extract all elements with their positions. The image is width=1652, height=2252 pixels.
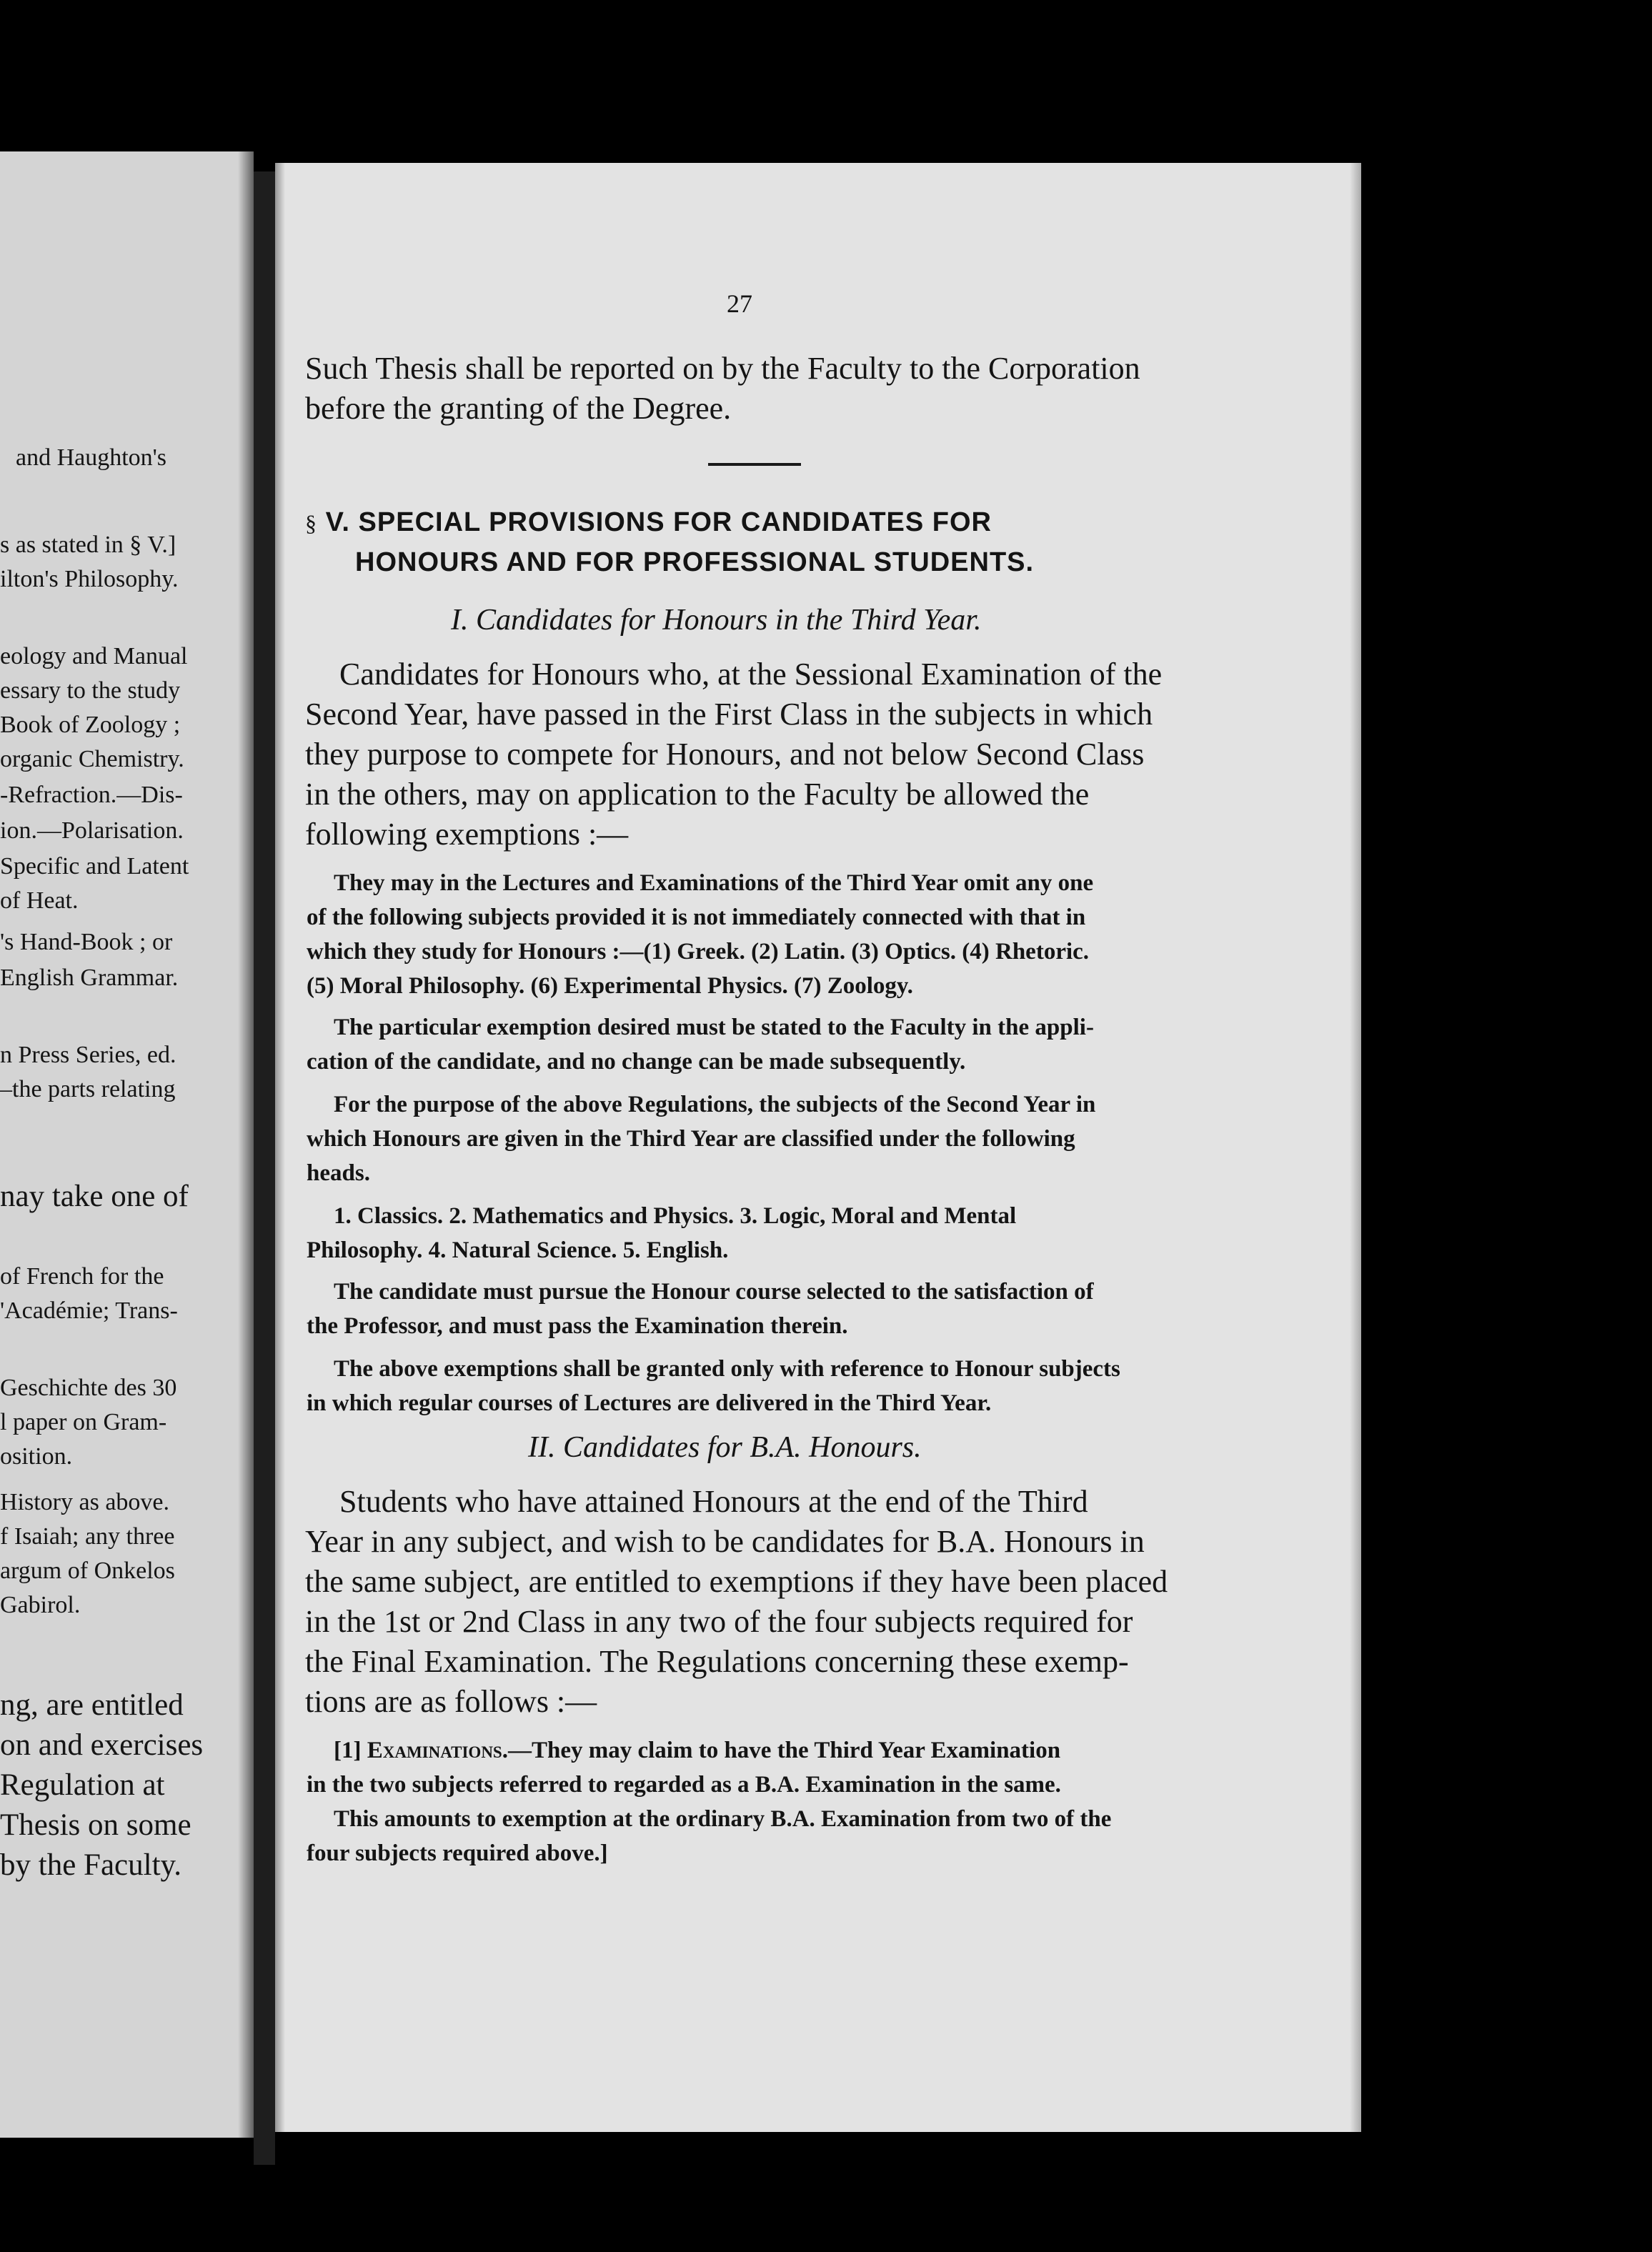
exemption-line: of the following subjects provided it is not immediately connected with that in	[307, 905, 1086, 930]
exemption-line: 1. Classics. 2. Mathematics and Physics. 3. Logic, Moral and Mental	[334, 1203, 1017, 1229]
left-line: by the Faculty.	[0, 1848, 181, 1882]
part2-para-line: the Final Examination. The Regulations concerning these exemp-	[305, 1644, 1129, 1679]
left-line: ion.—Polarisation.	[0, 817, 184, 844]
section-heading	[305, 507, 1198, 538]
part1-para-line: they purpose to compete for Honours, and not below Second Class	[305, 737, 1145, 772]
left-line: nay take one of	[0, 1180, 189, 1213]
part2-para-line: the same subject, are entitled to exemptions if they have been placed	[305, 1564, 1168, 1599]
exemption-line: The particular exemption desired must be stated to the Faculty in the appli-	[334, 1015, 1094, 1040]
intro-line: Such Thesis shall be reported on by the Faculty to the Corporation	[305, 351, 1140, 386]
exemption-line: heads.	[307, 1160, 370, 1186]
exemption-line: The above exemptions shall be granted only with reference to Honour subjects	[334, 1356, 1120, 1382]
part1-para-line: in the others, may on application to the Faculty be allowed the	[305, 777, 1090, 812]
examinations-line: This amounts to exemption at the ordinary B.A. Examination from two of the	[334, 1806, 1112, 1832]
part2-para-line: Students who have attained Honours at the end of the Third	[339, 1484, 1088, 1519]
left-line: of Heat.	[0, 887, 79, 914]
left-line: 's Hand-Book ; or	[0, 929, 173, 955]
left-facing-page	[0, 151, 254, 2138]
left-line: –the parts relating	[0, 1076, 176, 1102]
gutter-shadow	[275, 163, 285, 2132]
left-line: n Press Series, ed.	[0, 1042, 176, 1068]
exemption-line: which they study for Honours :—(1) Greek. (2) Latin. (3) Optics. (4) Rhetoric.	[307, 939, 1090, 965]
exam-label: Examinations	[367, 1738, 502, 1763]
left-line: ng, are entitled	[0, 1688, 184, 1722]
page-edge-shadow	[1350, 163, 1361, 2132]
left-line: of French for the	[0, 1263, 164, 1290]
left-line: ilton's Philosophy.	[0, 566, 179, 592]
left-line: Regulation at	[0, 1768, 165, 1802]
examinations-line: four subjects required above.]	[307, 1840, 608, 1866]
exemption-line: in which regular courses of Lectures are delivered in the Third Year.	[307, 1390, 992, 1416]
page-fold-shadow	[238, 151, 254, 2138]
left-line: -Refraction.—Dis-	[0, 782, 183, 808]
part2-title: II. Candidates for B.A. Honours.	[528, 1431, 922, 1464]
part2-para-line: Year in any subject, and wish to be candidates for B.A. Honours in	[305, 1524, 1145, 1559]
page-number: 27	[727, 289, 752, 318]
left-line: Gabirol.	[0, 1592, 81, 1618]
left-line: Thesis on some	[0, 1808, 191, 1842]
left-line: l paper on Gram-	[0, 1409, 167, 1435]
left-line: essary to the study	[0, 677, 181, 704]
part1-para-line: Second Year, have passed in the First Class in the subjects in which	[305, 697, 1153, 732]
left-line: History as above.	[0, 1489, 170, 1515]
left-line: f Isaiah; any three	[0, 1523, 175, 1550]
left-line: Geschichte des 30	[0, 1375, 177, 1401]
section-divider	[708, 463, 801, 466]
section-mark: §	[305, 510, 317, 536]
section-heading-line2: HONOURS AND FOR PROFESSIONAL STUDENTS.	[355, 547, 1035, 577]
left-line: organic Chemistry.	[0, 746, 184, 772]
left-line: eology and Manual	[0, 643, 188, 669]
exemption-line: The candidate must pursue the Honour course selected to the satisfaction of	[334, 1279, 1094, 1305]
left-line: Specific and Latent	[0, 853, 189, 880]
left-line: s as stated in § V.]	[0, 532, 176, 558]
exam-line1-rest: .—They may claim to have the Third Year Examination	[502, 1738, 1061, 1763]
section-heading-line1: V. SPECIAL PROVISIONS FOR CANDIDATES FOR	[325, 507, 992, 537]
right-page	[275, 163, 1361, 2132]
part2-para-line: tions are as follows :—	[305, 1684, 597, 1719]
exemption-line: For the purpose of the above Regulations, the subjects of the Second Year in	[334, 1092, 1096, 1117]
exemption-line: (5) Moral Philosophy. (6) Experimental Physics. (7) Zoology.	[307, 973, 913, 999]
left-line: 'Académie; Trans-	[0, 1297, 178, 1324]
part2-para-line: in the 1st or 2nd Class in any two of the four subjects required for	[305, 1604, 1133, 1639]
left-line: argum of Onkelos	[0, 1558, 175, 1584]
left-line: Book of Zoology ;	[0, 712, 181, 738]
exemption-line: the Professor, and must pass the Examination therein.	[307, 1313, 848, 1339]
examinations-line	[334, 1738, 1060, 1764]
examinations-line: in the two subjects referred to regarded as a B.A. Examination in the same.	[307, 1772, 1061, 1798]
left-line: and Haughton's	[16, 444, 167, 471]
exam-prefix: [1]	[334, 1738, 367, 1763]
left-line: osition.	[0, 1443, 73, 1470]
intro-line: before the granting of the Degree.	[305, 391, 732, 426]
exemption-line: Philosophy. 4. Natural Science. 5. English.	[307, 1237, 729, 1263]
exemption-line: They may in the Lectures and Examinations of the Third Year omit any one	[334, 870, 1094, 896]
exemption-line: which Honours are given in the Third Year are classified under the following	[307, 1126, 1075, 1152]
exemption-line: cation of the candidate, and no change can be made subsequently.	[307, 1049, 966, 1075]
part1-para-line: Candidates for Honours who, at the Sessional Examination of the	[339, 657, 1163, 692]
part1-title: I. Candidates for Honours in the Third Year.	[451, 604, 982, 637]
book-gutter	[254, 171, 275, 2165]
left-line: English Grammar.	[0, 965, 179, 991]
part1-para-line: following exemptions :—	[305, 817, 629, 852]
left-line: on and exercises	[0, 1728, 204, 1762]
